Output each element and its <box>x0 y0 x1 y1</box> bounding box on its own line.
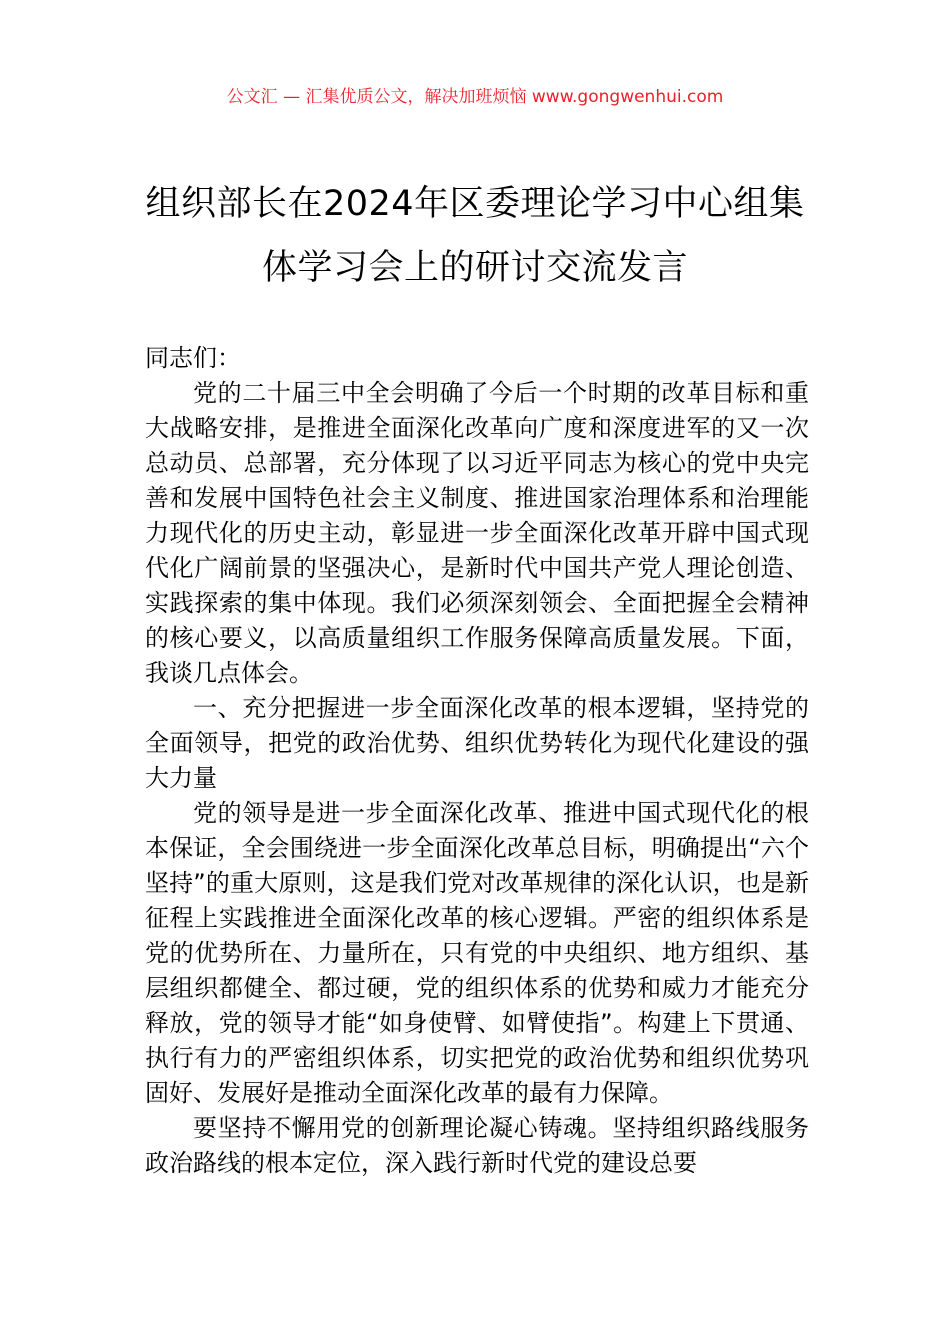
title-line-2: 体学习会上的研讨交流发言 <box>261 248 688 288</box>
paragraph-intro: 党的二十届三中全会明确了今后一个时期的改革目标和重大战略安排，是推进全面深化改革向广度和深度进军的又一次总动员、总部署，充分体现了以习近平同志为核心的党中央完善和发展中国特色社会主义制度、推进国家治理体系和治理能力现代化的历史主动，彰显进一步全面深化改革开辟中国式现代化广阔前景的坚强决心，是新时代中国共产党人理论创造、实践探索的集中体现。我们必须深刻领会、全面把握全会精神的核心要义，以高质量组织工作服务保障高质量发展。下面，我谈几点体会。 <box>145 379 809 687</box>
paragraph-section-1: 党的领导是进一步全面深化改革、推进中国式现代化的根本保证，全会围绕进一步全面深化改革总目标，明确提出“六个坚持”的重大原则，这是我们党对改革规律的深化认识，也是新征程上实践推进全面深化改革的核心逻辑。严密的组织体系是党的优势所在、力量所在，只有党的中央组织、地方组织、基层组织都健全、都过硬，党的组织体系的优势和威力才能充分释放，党的领导才能“如身使臂、如臂使指”。构建上下贯通、执行有力的严密组织体系，切实把党的政治优势和组织优势巩固好、发展好是推动全面深化改革的最有力保障。 <box>145 799 809 1107</box>
document-body <box>145 341 809 1181</box>
title-line-1: 组织部长在2024年区委理论学习中心组集 <box>145 184 805 224</box>
paragraph-subsection: 要坚持不懈用党的创新理论凝心铸魂。坚持组织路线服务政治路线的根本定位，深入践行新时代党的建设总要 <box>145 1114 809 1177</box>
section-heading-1: 一、充分把握进一步全面深化改革的根本逻辑，坚持党的全面领导，把党的政治优势、组织优势转化为现代化建设的强大力量 <box>145 694 809 792</box>
document-title <box>100 172 850 300</box>
salutation: 同志们： <box>145 344 241 372</box>
watermark-header[interactable]: 公文汇 — 汇集优质公文，解决加班烦恼 www.gongwenhui.com <box>226 87 724 107</box>
